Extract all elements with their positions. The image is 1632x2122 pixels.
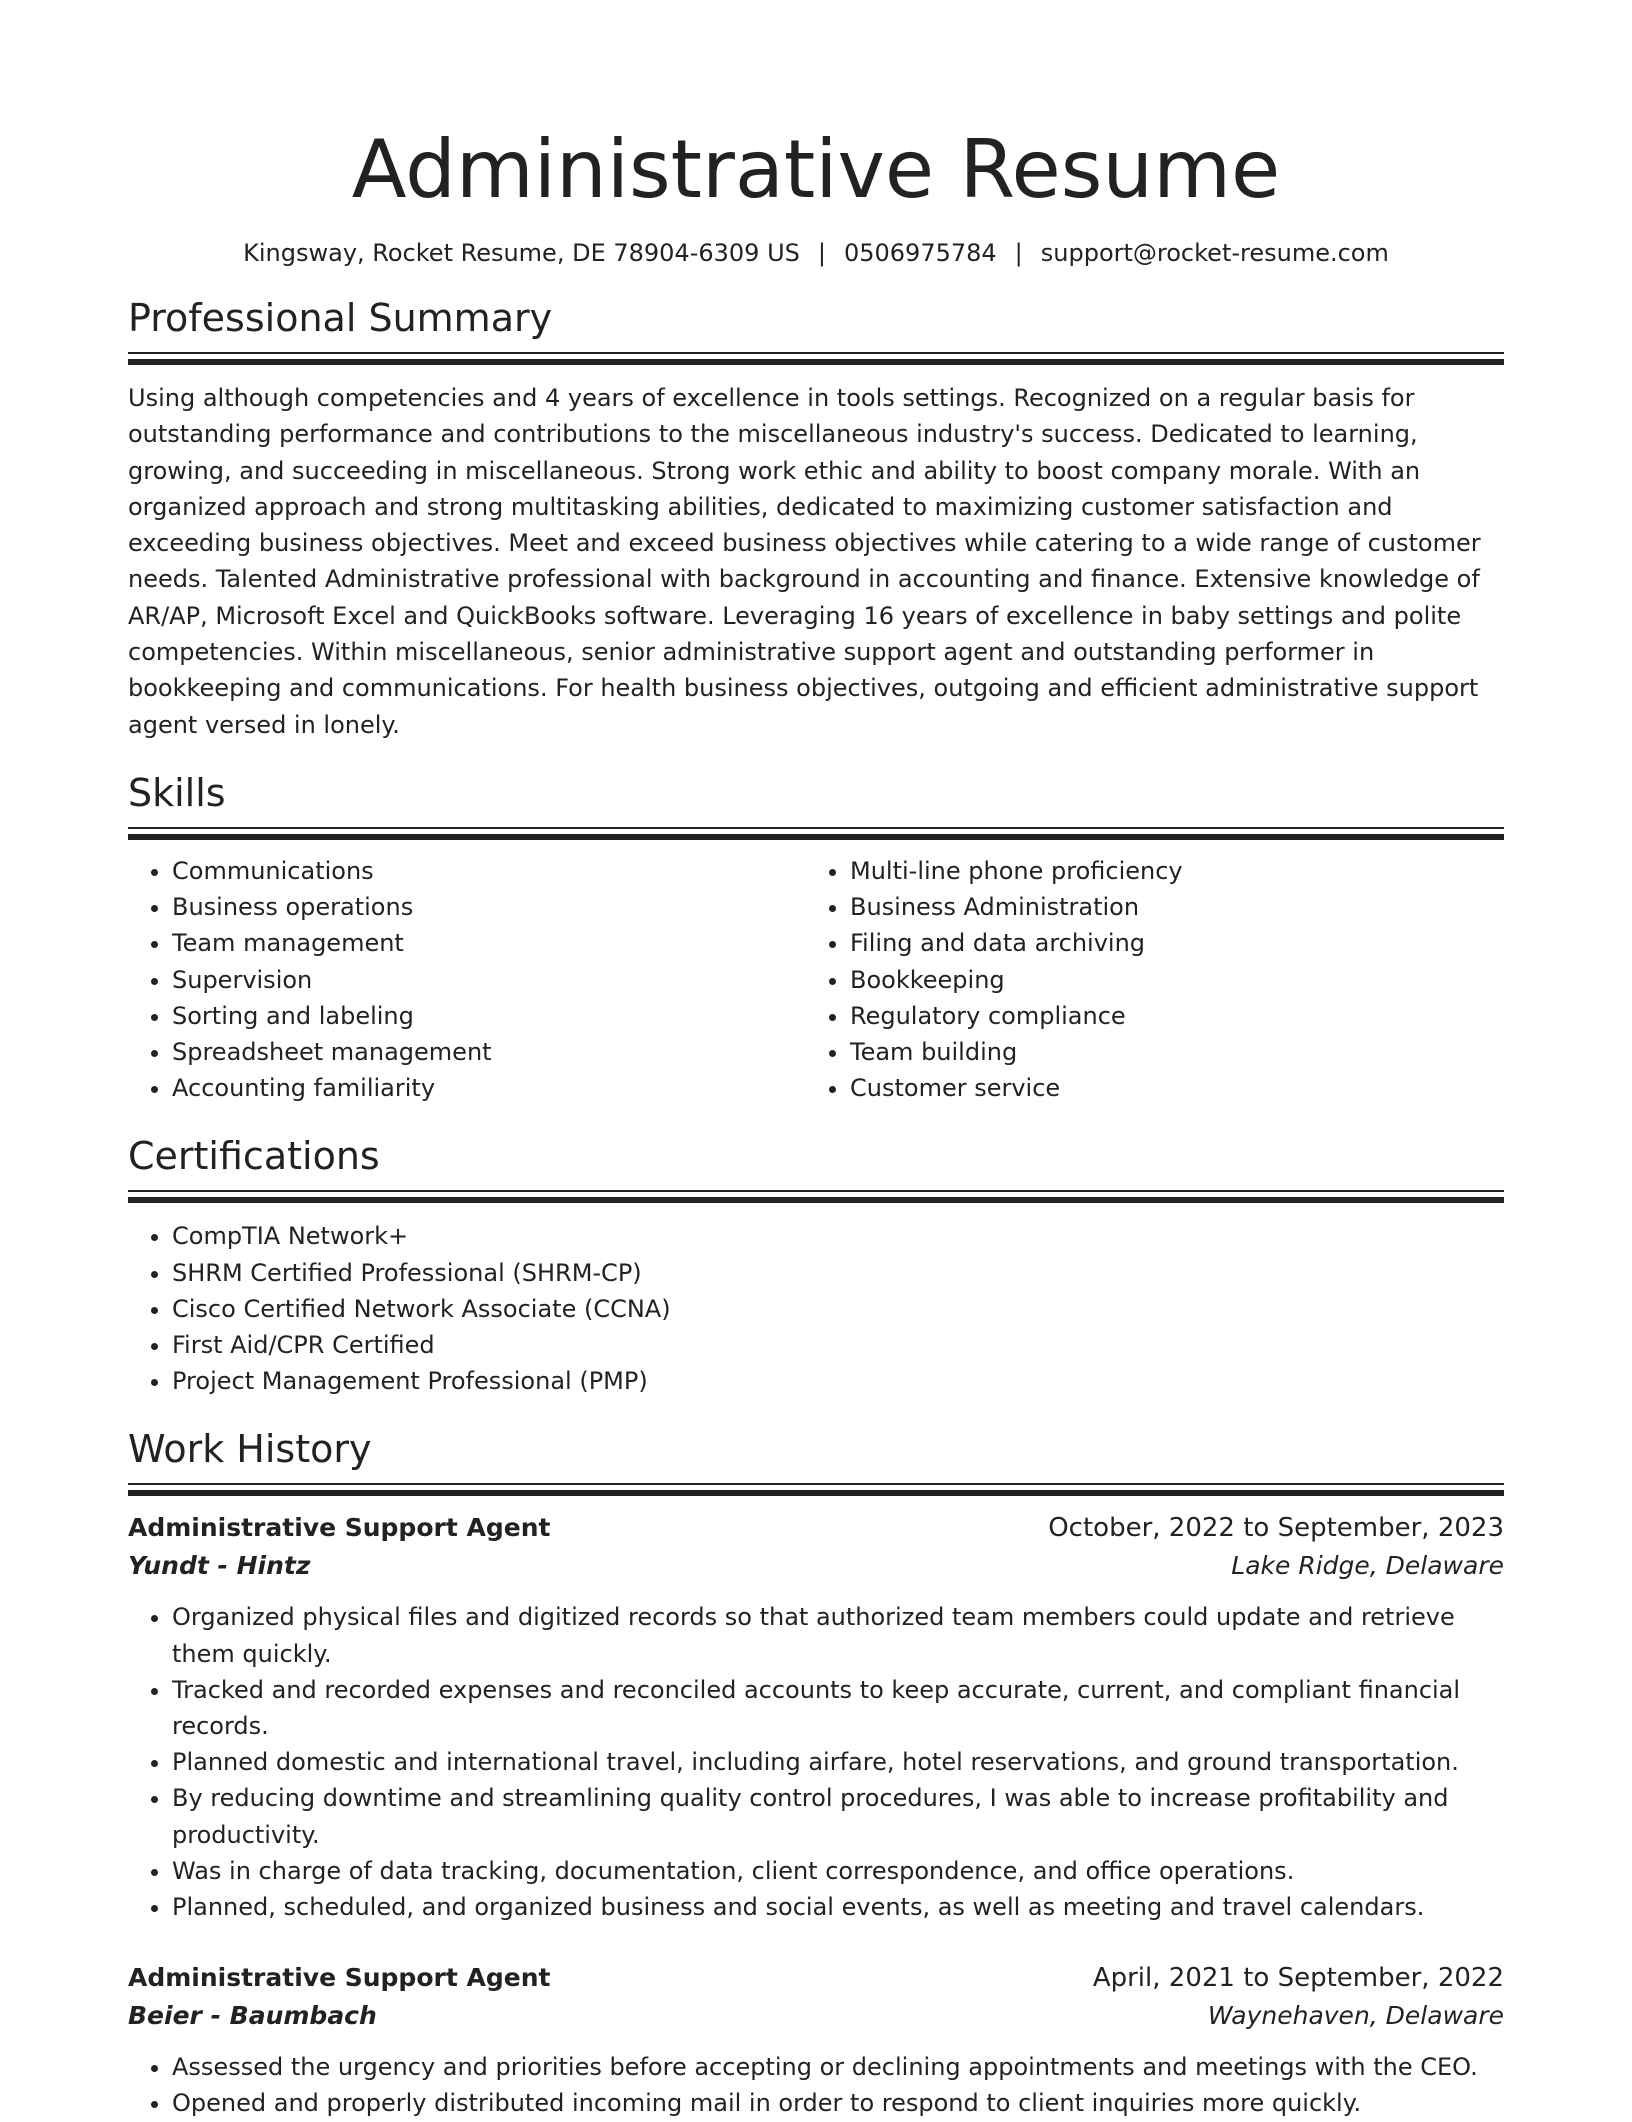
- contact-separator: |: [817, 239, 826, 267]
- certification-item: • SHRM Certified Professional (SHRM-CP): [172, 1255, 1504, 1291]
- summary-text: Using although competencies and 4 years of excellence in tools settings. Recognized on a regular basis for outstanding performance and contributions to the miscellaneous industry's success. Dedicated to learning, growing, and succeeding in miscellaneous. Strong work ethic and ability to boost company morale. With an organized approach and strong multitasking abilities, dedicated to maximizing customer satisfaction and exceeding business objectives. Meet and exceed business objectives while catering to a wide range of customer needs. Talented Administrative professional with background in accounting and finance. Extensive knowledge of AR/AP, Microsoft Excel and QuickBooks software. Leveraging 16 years of excellence in baby settings and polite competencies. Within miscellaneous, senior administrative support agent and outstanding performer in bookkeeping and communications. For health business objectives, outgoing and efficient administrative support agent versed in lonely.: [128, 384, 1481, 739]
- contact-line: [128, 236, 1504, 270]
- job-bullet: • Planned, scheduled, and organized business and social events, as well as meeting and travel calendars.: [172, 1889, 1504, 1925]
- skill-item: • Business Administration: [850, 889, 1484, 925]
- skill-item: • Sorting and labeling: [172, 998, 806, 1034]
- job-bullet: • Was in charge of data tracking, documentation, client correspondence, and office operations.: [172, 1853, 1504, 1889]
- contact-phone: 0506975784: [843, 239, 997, 267]
- skill-item: • Team management: [172, 925, 806, 961]
- work-history-heading: Work History: [128, 1427, 372, 1472]
- skill-item: • Communications: [172, 853, 806, 889]
- certifications-heading: Certifications: [128, 1134, 380, 1179]
- certification-item: • Cisco Certified Network Associate (CCNA): [172, 1291, 1504, 1327]
- summary-heading: Professional Summary: [128, 296, 553, 340]
- job-header-row: [128, 1959, 1504, 1997]
- job-company: Yundt - Hintz: [128, 1551, 311, 1581]
- certifications-list: [128, 1218, 1504, 1399]
- job-bullet: • Organized physical files and digitized records so that authorized team members could update and retrieve them quickly.: [172, 1599, 1504, 1671]
- certification-item: • First Aid/CPR Certified: [172, 1327, 1504, 1363]
- section-divider: [128, 1483, 1504, 1497]
- skill-item: • Spreadsheet management: [172, 1034, 806, 1070]
- contact-email: support@rocket-resume.com: [1040, 239, 1389, 267]
- section-divider: [128, 1190, 1504, 1204]
- contact-address: Kingsway, Rocket Resume, DE 78904-6309 US: [243, 239, 800, 267]
- job-bullet: • Tracked and recorded expenses and reconciled accounts to keep accurate, current, and compliant financial records.: [172, 1672, 1504, 1744]
- skills-list-left: [128, 853, 806, 1106]
- skill-item: • Team building: [850, 1034, 1484, 1070]
- job-bullet: • Planned domestic and international travel, including airfare, hotel reservations, and ground transportation.: [172, 1744, 1504, 1780]
- job-bullet: • By reducing downtime and streamlining quality control procedures, I was able to increase profitability and productivity.: [172, 1780, 1504, 1852]
- skill-item: • Business operations: [172, 889, 806, 925]
- job-entry: [128, 1509, 1504, 1925]
- skill-item: • Supervision: [172, 962, 806, 998]
- skill-item: • Bookkeeping: [850, 962, 1484, 998]
- job-dates: October, 2022 to September, 2023: [1048, 1513, 1504, 1544]
- job-bullets: [128, 1599, 1504, 1925]
- skills-heading: Skills: [128, 770, 226, 815]
- skill-item: • Accounting familiarity: [172, 1070, 806, 1106]
- certifications-section: [128, 1132, 1504, 1399]
- certification-item: • CompTIA Network+: [172, 1218, 1504, 1254]
- job-header-row: [128, 1509, 1504, 1547]
- job-entry: [128, 1959, 1504, 2121]
- job-location: Lake Ridge, Delaware: [1231, 1551, 1504, 1581]
- skills-section: [128, 769, 1504, 1106]
- job-subheader-row: [128, 1547, 1504, 1585]
- contact-separator: |: [1014, 239, 1023, 267]
- skills-columns: [128, 853, 1504, 1106]
- job-location: Waynehaven, Delaware: [1207, 2001, 1504, 2031]
- job-bullets: [128, 2049, 1504, 2121]
- certification-item: • Project Management Professional (PMP): [172, 1363, 1504, 1399]
- resume-page: [128, 0, 1504, 2122]
- summary-section: [128, 294, 1504, 743]
- skill-item: • Multi-line phone proficiency: [850, 853, 1484, 889]
- job-dates: April, 2021 to September, 2022: [1092, 1963, 1504, 1994]
- job-company: Beier - Baumbach: [128, 2001, 377, 2031]
- job-bullet: • Assessed the urgency and priorities before accepting or declining appointments and meetings with the CEO.: [172, 2049, 1504, 2085]
- skill-item: • Regulatory compliance: [850, 998, 1484, 1034]
- section-divider: [128, 352, 1504, 366]
- job-bullet: • Opened and properly distributed incoming mail in order to respond to client inquiries more quickly.: [172, 2085, 1504, 2121]
- job-title: Administrative Support Agent: [128, 1963, 551, 1993]
- skill-item: • Customer service: [850, 1070, 1484, 1106]
- skill-item: • Filing and data archiving: [850, 925, 1484, 961]
- job-title: Administrative Support Agent: [128, 1513, 551, 1543]
- section-divider: [128, 827, 1504, 841]
- resume-title: Administrative Resume: [351, 123, 1281, 216]
- skills-list-right: [806, 853, 1484, 1106]
- work-history-section: [128, 1425, 1504, 2121]
- job-subheader-row: [128, 1997, 1504, 2035]
